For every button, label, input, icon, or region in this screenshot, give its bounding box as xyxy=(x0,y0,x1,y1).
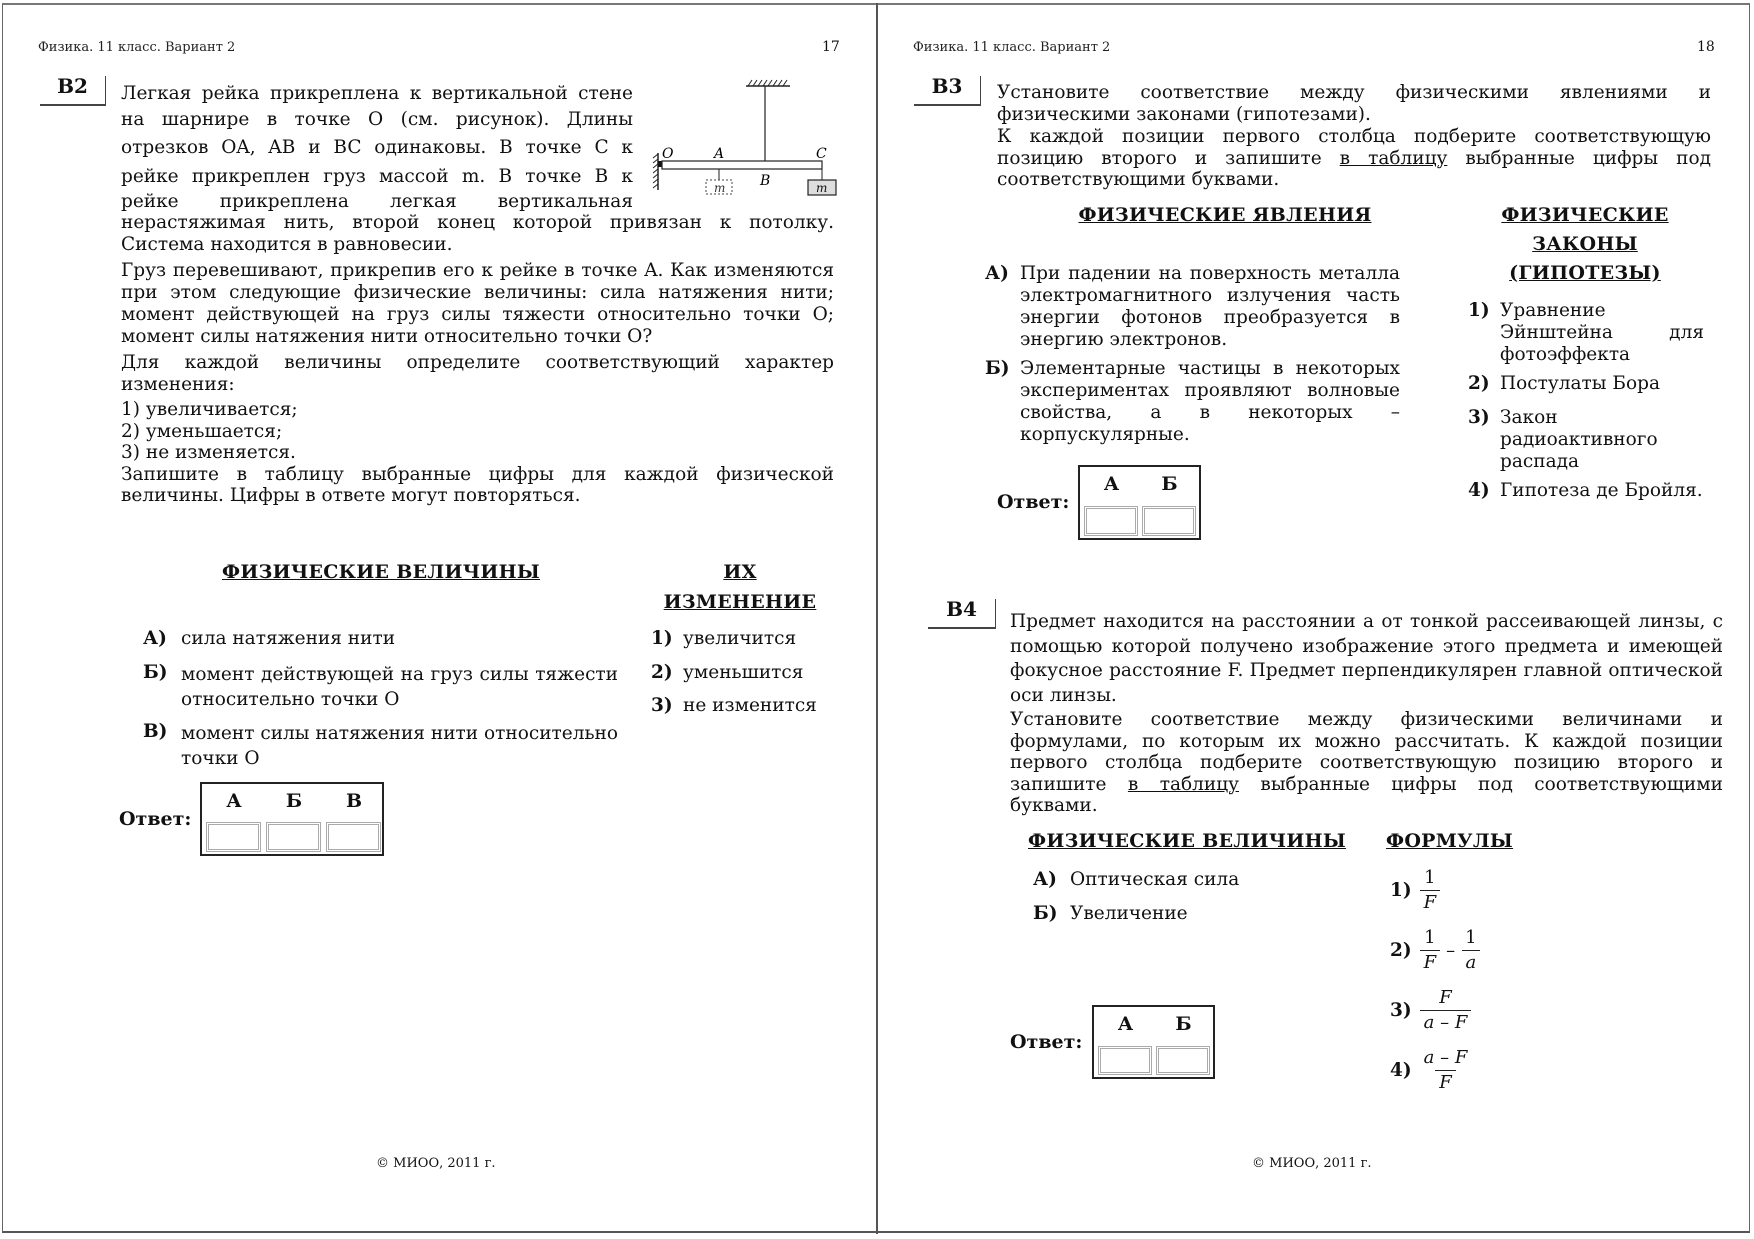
b2-change-1: 1) увеличится xyxy=(651,628,797,649)
answer-cell-b[interactable] xyxy=(1142,506,1196,536)
b3-body xyxy=(997,82,1711,195)
answer-cell-a[interactable] xyxy=(1098,1046,1152,1075)
b4-body xyxy=(1010,610,1723,817)
b4-item-a: А) Оптическая сила xyxy=(1033,869,1240,890)
answer-cell-b[interactable] xyxy=(1156,1046,1210,1075)
page-divider xyxy=(876,3,878,1234)
answer-cell-a[interactable] xyxy=(1084,506,1138,536)
b2-col1-header: ФИЗИЧЕСКИЕ ВЕЛИЧИНЫ xyxy=(222,561,540,583)
b2-change-2: 2) уменьшится xyxy=(651,662,804,683)
b3-answer-label: Ответ: xyxy=(997,491,1070,513)
b2-change-3: 3) не изменится xyxy=(651,695,817,716)
fraction: $\frac{F}{a - F}$ xyxy=(1420,986,1472,1035)
question-label-b2: B2 xyxy=(40,76,106,106)
b4-formula-3: 3) $\frac{F}{a - F}$ xyxy=(1390,986,1471,1035)
b2-intro-rest: нерастяжимая нить, второй конец которой привязан к потолку. Система находится в равновесии. xyxy=(121,212,834,255)
b4-answer-label: Ответ: xyxy=(1010,1031,1083,1053)
svg-text:O: O xyxy=(662,146,674,162)
b3-col2-header: ФИЗИЧЕСКИЕ ЗАКОНЫ (ГИПОТЕЗЫ) xyxy=(1501,204,1669,284)
copyright: © МИОО, 2011 г. xyxy=(1252,1156,1372,1171)
b4-col2-header: ФОРМУЛЫ xyxy=(1386,830,1514,852)
b2-option: 1) увеличивается; xyxy=(121,399,298,420)
svg-text:A: A xyxy=(714,146,725,162)
copyright: © МИОО, 2011 г. xyxy=(376,1156,496,1171)
in-table-link: в таблицу xyxy=(1339,147,1448,169)
answer-cell-a[interactable] xyxy=(206,822,261,852)
answer-col-header: А xyxy=(1103,473,1120,495)
b2-body xyxy=(121,260,834,511)
b2-col2-header-line2: ИЗМЕНЕНИЕ xyxy=(663,591,817,613)
answer-col-header: Б xyxy=(1161,473,1178,495)
in-table-link: в таблицу xyxy=(1127,773,1239,795)
b2-option: 2) уменьшается; xyxy=(121,420,283,442)
b3-law-3: 3) Закон радиоактивного распада xyxy=(1468,407,1658,472)
b3-law-2: 2) Постулаты Бора xyxy=(1468,373,1660,394)
b4-item-b: Б) Увеличение xyxy=(1033,903,1188,924)
b3-text-1: Установите соответствие между физическими явлениями и физическими законами (гипотезами). xyxy=(997,82,1711,125)
b4-text-1: Предмет находится на расстоянии a от тонкой рассеивающей линзы, с помощью которой получено изображение этого предмета и имеющей фокусное расстояние F. Предмет перпендикулярен главной оптической оси линзы. xyxy=(1010,611,1723,706)
b2-item-c: В) момент силы натяжения нити относительно точки O xyxy=(143,721,618,769)
b4-text-2: Установите соответствие между физическими величинами и формулами, по которым их можно рассчитать. К каждой позиции первого столбца подберите соответствующую позицию второго и запишите в таблицу выбранные цифры под соответствующими буквами. xyxy=(1010,709,1723,816)
b4-col1-header: ФИЗИЧЕСКИЕ ВЕЛИЧИНЫ xyxy=(1028,830,1346,852)
b3-item-b: Б) Элементарные частицы в некоторых экспериментах проявляют волновые свойства, а в некоторых – корпускулярные. xyxy=(985,358,1400,445)
b3-answer-table xyxy=(1078,465,1201,540)
page-number: 17 xyxy=(822,39,840,55)
answer-col-header: А xyxy=(1117,1013,1134,1035)
fraction: $\frac{1}{F}$ xyxy=(1420,866,1441,915)
b2-intro-line: рейке прикреплен груз массой m. В точке B к xyxy=(121,166,633,187)
answer-cell-b[interactable] xyxy=(266,822,321,852)
fraction: $\frac{1}{F}$ xyxy=(1420,926,1441,975)
answer-col-header: Б xyxy=(285,790,303,812)
b2-intro-line: Легкая рейка прикреплена к вертикальной стене xyxy=(121,83,633,104)
b2-intro xyxy=(121,81,633,213)
fraction: $\frac{1}{a}$ xyxy=(1461,926,1480,975)
b2-option: 3) не изменяется. xyxy=(121,442,296,463)
running-head: Физика. 11 класс. Вариант 2 xyxy=(913,40,1111,55)
b2-col2-header-line1: ИХ xyxy=(723,561,757,583)
answer-cell-c[interactable] xyxy=(326,822,381,852)
b4-formula-2: 2) $\frac{1}{F}$ – $\frac{1}{a}$ xyxy=(1390,926,1481,975)
svg-text:m: m xyxy=(816,181,828,195)
svg-text:B: B xyxy=(760,173,771,189)
question-label-b4: B4 xyxy=(928,599,996,629)
answer-col-header: В xyxy=(345,790,363,812)
b3-text-2: К каждой позиции первого столбца подберите соответствующую позицию второго и запишите в таблицу выбранные цифры под соответствующими буквами. xyxy=(997,126,1711,190)
fraction: $\frac{a - F}{F}$ xyxy=(1423,1047,1468,1093)
b4-answer-table xyxy=(1092,1005,1215,1079)
b2-item-b: Б) момент действующей на груз силы тяжести относительно точки O xyxy=(143,662,618,710)
svg-text:m: m xyxy=(714,181,726,195)
b3-law-4: 4) Гипотеза де Бройля. xyxy=(1468,480,1703,501)
b4-formula-4: 4) $\frac{a - F}{F}$ xyxy=(1390,1046,1471,1095)
b3-law-1: 1) Уравнение Эйнштейна для фотоэффекта xyxy=(1468,300,1704,365)
b3-item-a: А) При падении на поверхность металла электромагнитного излучения часть энергии фотонов преобразуется в энергию электронов. xyxy=(985,263,1400,350)
answer-col-header: А xyxy=(226,790,242,812)
b2-intro-line: рейке прикреплена легкая вертикальная xyxy=(121,191,633,212)
b2-paragraph-4: Запишите в таблицу выбранные цифры для каждой физической величины. Цифры в ответе могут повторяться. xyxy=(121,463,834,506)
b3-col1-header: ФИЗИЧЕСКИЕ ЯВЛЕНИЯ xyxy=(1078,204,1372,226)
b2-answer-label: Ответ: xyxy=(119,808,192,830)
svg-text:C: C xyxy=(816,146,827,162)
b2-paragraph-3: Для каждой величины определите соответствующий характер изменения: xyxy=(121,352,834,395)
b2-intro-line: на шарнире в точке O (см. рисунок). Длины xyxy=(121,109,633,130)
lever-diagram xyxy=(648,78,838,198)
b2-paragraph-2: Груз перевешивают, прикрепив его к рейке в точке A. Как изменяются при этом следующие физические величины: сила натяжения нити; момент действующей на груз силы тяжести относительно точки O; момент силы натяжения нити относительно точки O? xyxy=(121,260,834,347)
page-number: 18 xyxy=(1697,39,1715,55)
b2-answer-table xyxy=(200,782,384,856)
question-label-b3: B3 xyxy=(914,76,981,106)
running-head: Физика. 11 класс. Вариант 2 xyxy=(38,40,236,55)
answer-col-header: Б xyxy=(1175,1013,1192,1035)
b2-intro-line: отрезков OA, AB и BC одинаковы. В точке C к xyxy=(121,137,633,158)
b2-item-a: А) сила натяжения нити xyxy=(143,628,396,649)
b4-formula-1: 1) $\frac{1}{F}$ xyxy=(1390,866,1440,915)
